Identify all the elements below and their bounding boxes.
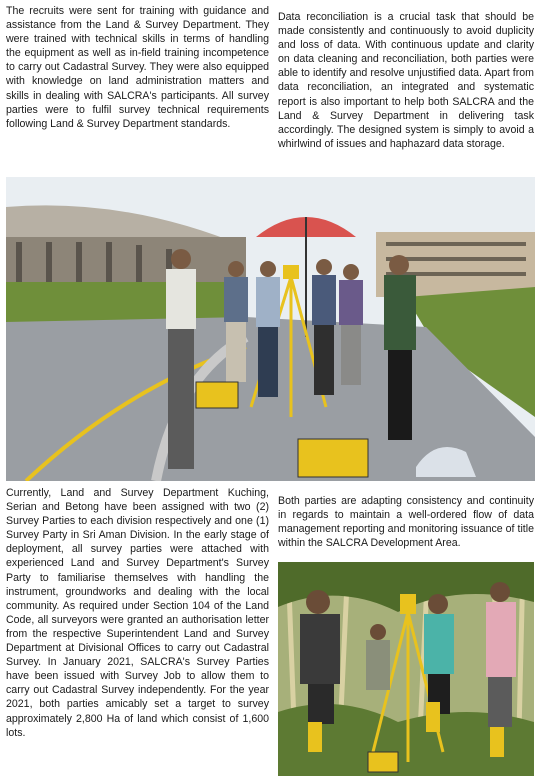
paragraph-data-reconciliation: Data reconciliation is a crucial task that should be made consistently and continuously to avoid duplicity and loss of data. With continuous update and clarity on data cleaning and reconciliation, both parties were able to identify and resolve unjustified data. Apart from data reconciliation, an integrated and systematic report is also important to help both SALCRA and the Land & Survey Department in delivering task accordingly. The designed system is simply to avoid a whirlwind of issues and haphazard data storage. [278,11,534,150]
survey-team-forest-photo [278,562,534,776]
paragraph-training: The recruits were sent for training with guidance and assistance from the Land & Survey Department. They were trained with technical skills in terms of handling the equipment as well as in-field training incompetence to carry out Cadastral Survey. They were also equipped with knowledge on land administration matters and skills in dealing with SALCRA's participants. All survey parties were to fulfil survey technical requirements following Land & Survey Department standards. [6,5,269,130]
paragraph-deployment: Currently, Land and Survey Department Kuching, Serian and Betong have been assigned with two (2) Survey Parties to each division respectively and one (1) Survey Party in Sri Aman Division. In the early stage of deployment, all survey parties were attached with experienced Land and Survey Department's Survey Party to familiarise themselves with handling the instrument, groundworks and dealing with the local community. As required under Section 104 of the Land Code, all surveyors were granted an authorisation letter from the respective Superintendent Land and Survey Department at Divisional Offices to carry out Cadastral Survey. In January 2021, SALCRA's Survey Parties have been issued with Survey Job to allow them to carry out Cadastral Survey independently. For the year 2021, both parties amicably set a target to survey approximately 2,800 Ha of land which consist of 1,600 lots. [6,487,269,739]
paragraph-consistency: Both parties are adapting consistency and continuity in regards to maintain a well-ordered flow of data management reporting and monitoring issuance of title within the SALCRA Development Area. [278,495,534,550]
survey-team-campus-photo [6,177,535,481]
